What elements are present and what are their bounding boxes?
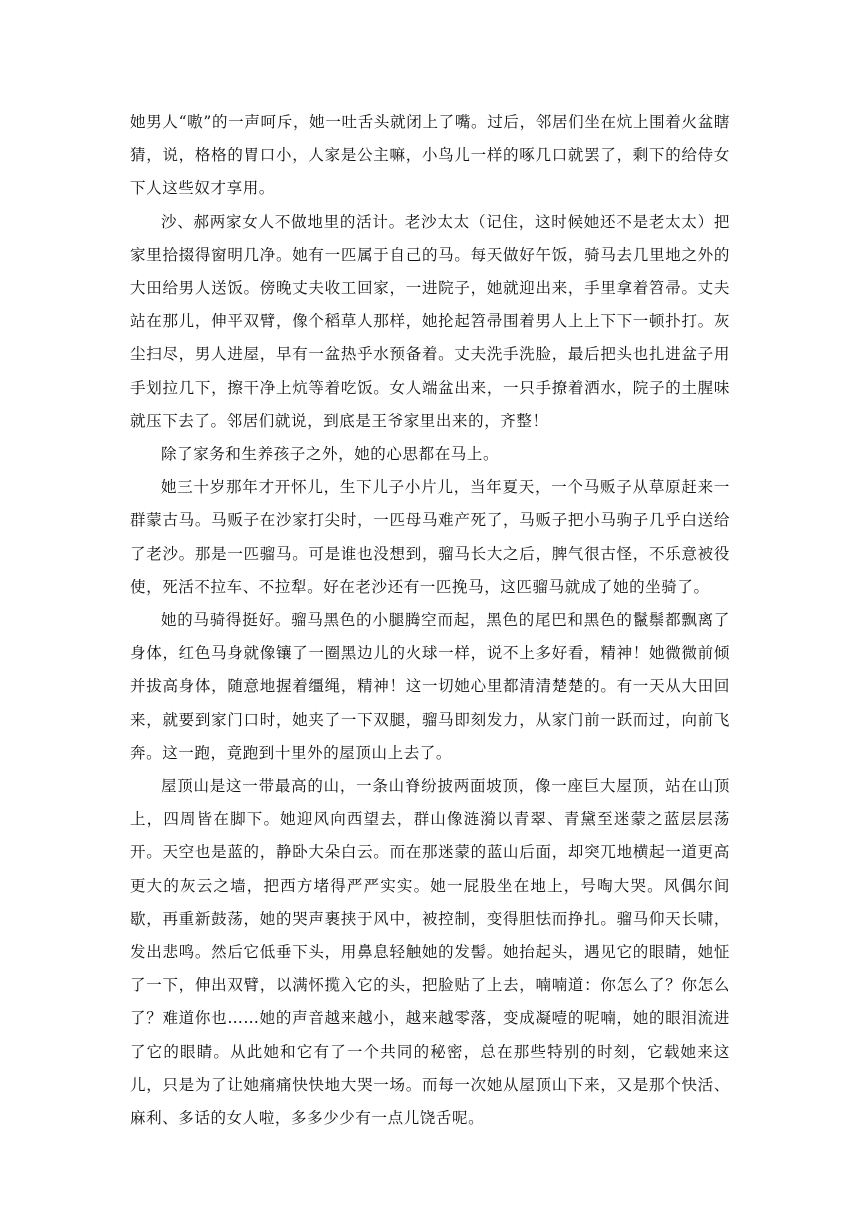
paragraph: 屋顶山是这一带最高的山，一条山脊纷披两面坡顶，像一座巨大屋顶，站在山顶上，四周皆在脚下。她迎风向西望去，群山像涟漪以青翠、青黛至迷蒙之蓝层层荡开。天空也是蓝的，静卧大朵白云。而在那迷蒙的蓝山后面，却突兀地横起一道更高更大的灰云之墙，把西方堵得严严实实。她一屁股坐在地上，号啕大哭。风偶尔间歇，再重新鼓荡，她的哭声裹挟于风中，被控制，变得胆怯而挣扎。骝马仰天长啸，发出悲鸣。然后它低垂下头，用鼻息轻触她的发髻。她抬起头，遇见它的眼睛，她怔了一下，伸出双臂，以满怀揽入它的头，把脸贴了上去，喃喃道：你怎么了？你怎么了？难道你也……她的声音越来越小，越来越零落，变成凝噎的呢喃，她的眼泪流进了它的眼睛。从此她和它有了一个共同的秘密，总在那些特别的时刻，它载她来这儿，只是为了让她痛痛快快地大哭一场。而每一次她从屋顶山下来，又是那个快活、麻利、多话的女人啦，多多少少有一点儿饶舌呢。 [130, 777, 730, 1128]
paragraph: 她的马骑得挺好。骝马黑色的小腿腾空而起，黑色的尾巴和黑色的鬣鬃都飘离了身体，红色马身就像镶了一圈黑边儿的火球一样，说不上多好看，精神！她微微前倾并拔高身体，随意地握着缰绳，精神！这一切她心里都清清楚楚的。有一天从大田回来，就要到家门口时，她夹了一下双腿，骝马即刻发力，从家门前一跃而过，向前飞奔。这一跑，竟跑到十里外的屋顶山上去了。 [130, 611, 730, 762]
document-body [130, 106, 730, 1135]
paragraph: 除了家务和生养孩子之外，她的心思都在马上。 [161, 445, 500, 464]
paragraph: 她三十岁那年才开怀儿，生下儿子小片儿，当年夏天，一个马贩子从草原赶来一群蒙古马。马贩子在沙家打尖时，一匹母马难产死了，马贩子把小马驹子几乎白送给了老沙。那是一匹骝马。可是谁也没想到，骝马长大之后，脾气很古怪，不乐意被役使，死活不拉车、不拉犁。好在老沙还有一匹挽马，这匹骝马就成了她的坐骑了。 [130, 478, 730, 596]
paragraph: 她男人“嗷”的一声呵斥，她一吐舌头就闭上了嘴。过后，邻居们坐在炕上围着火盆瞎猜，说，格格的胃口小，人家是公主嘛，小鸟儿一样的啄几口就罢了，剩下的给侍女下人这些奴才享用。 [130, 113, 730, 198]
paragraph: 沙、郝两家女人不做地里的活计。老沙太太（记住，这时候她还不是老太太）把家里拾掇得窗明几净。她有一匹属于自己的马。每天做好午饭，骑马去几里地之外的大田给男人送饭。傍晚丈夫收工回家，一进院子，她就迎出来，手里拿着笤帚。丈夫站在那儿，伸平双臂，像个稻草人那样，她抡起笤帚围着男人上上下下一顿扑打。灰尘扫尽，男人进屋，早有一盆热乎水预备着。丈夫洗手洗脸，最后把头也扎进盆子用手划拉几下，擦干净上炕等着吃饭。女人端盆出来，一只手撩着洒水，院子的土腥味就压下去了。邻居们就说，到底是王爷家里出来的，齐整！ [130, 212, 730, 430]
